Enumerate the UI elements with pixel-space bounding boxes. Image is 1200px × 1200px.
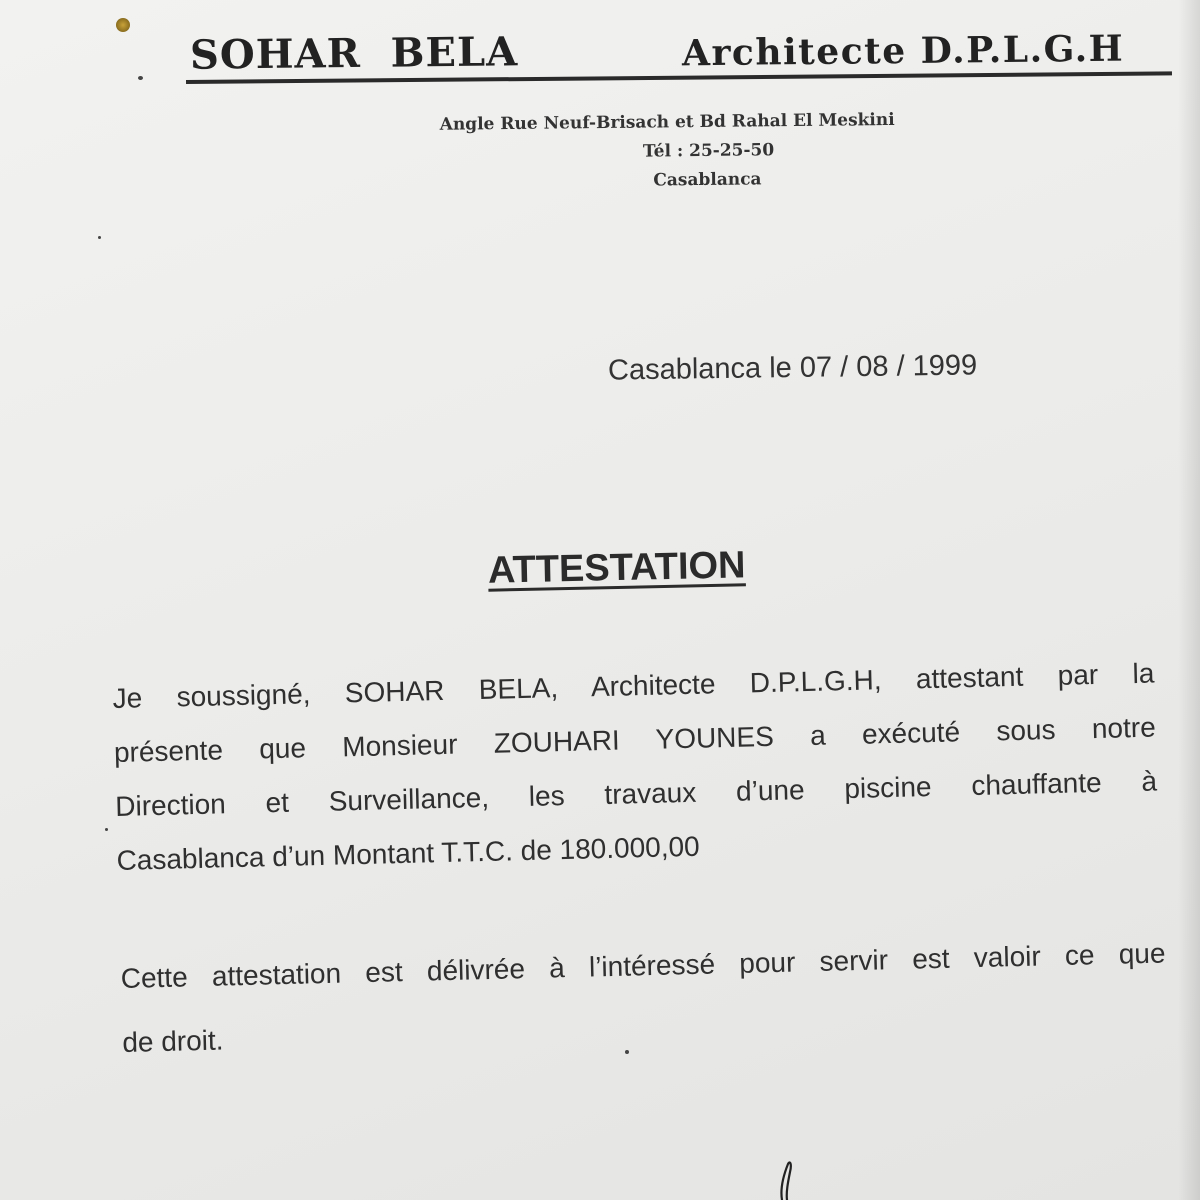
body-paragraph-2 [120, 921, 1168, 1074]
address-city: Casablanca [653, 169, 762, 191]
body-line: Casablanca d’un Montant T.T.C. de 180.000,00 [116, 830, 701, 876]
body-line: Cette attestation est délivrée à l’intéressé pour servir est valoir ce que [120, 937, 1166, 994]
document-title: ATTESTATION [487, 544, 746, 592]
paper-speck [138, 76, 143, 80]
letterhead-address [440, 105, 961, 197]
paper-speck [98, 236, 101, 239]
handwritten-signature [760, 1150, 820, 1200]
letterhead-title: Architecte D.P.L.G.H [681, 27, 1125, 75]
page-edge-shadow [1178, 0, 1200, 1200]
paper-stain [116, 18, 130, 32]
body-line: présente que Monsieur ZOUHARI YOUNES a exécuté sous notre [113, 711, 1157, 768]
date-line: Casablanca le 07 / 08 / 1999 [607, 349, 978, 387]
letterhead-name: SOHAR BELA [189, 28, 519, 79]
body-line: Je soussigné, SOHAR BELA, Architecte D.P.L.G.H, attestant par la [112, 657, 1155, 714]
body-paragraph-1 [112, 647, 1159, 888]
address-phone: Tél : 25-25-50 [642, 140, 775, 162]
body-line: Direction et Surveillance, les travaux d’une piscine chauffante à [114, 765, 1158, 822]
body-line: de droit. [121, 1024, 224, 1058]
address-street: Angle Rue Neuf-Brisach et Bd Rahal El Meskini [439, 109, 895, 135]
paper-speck [105, 828, 108, 831]
